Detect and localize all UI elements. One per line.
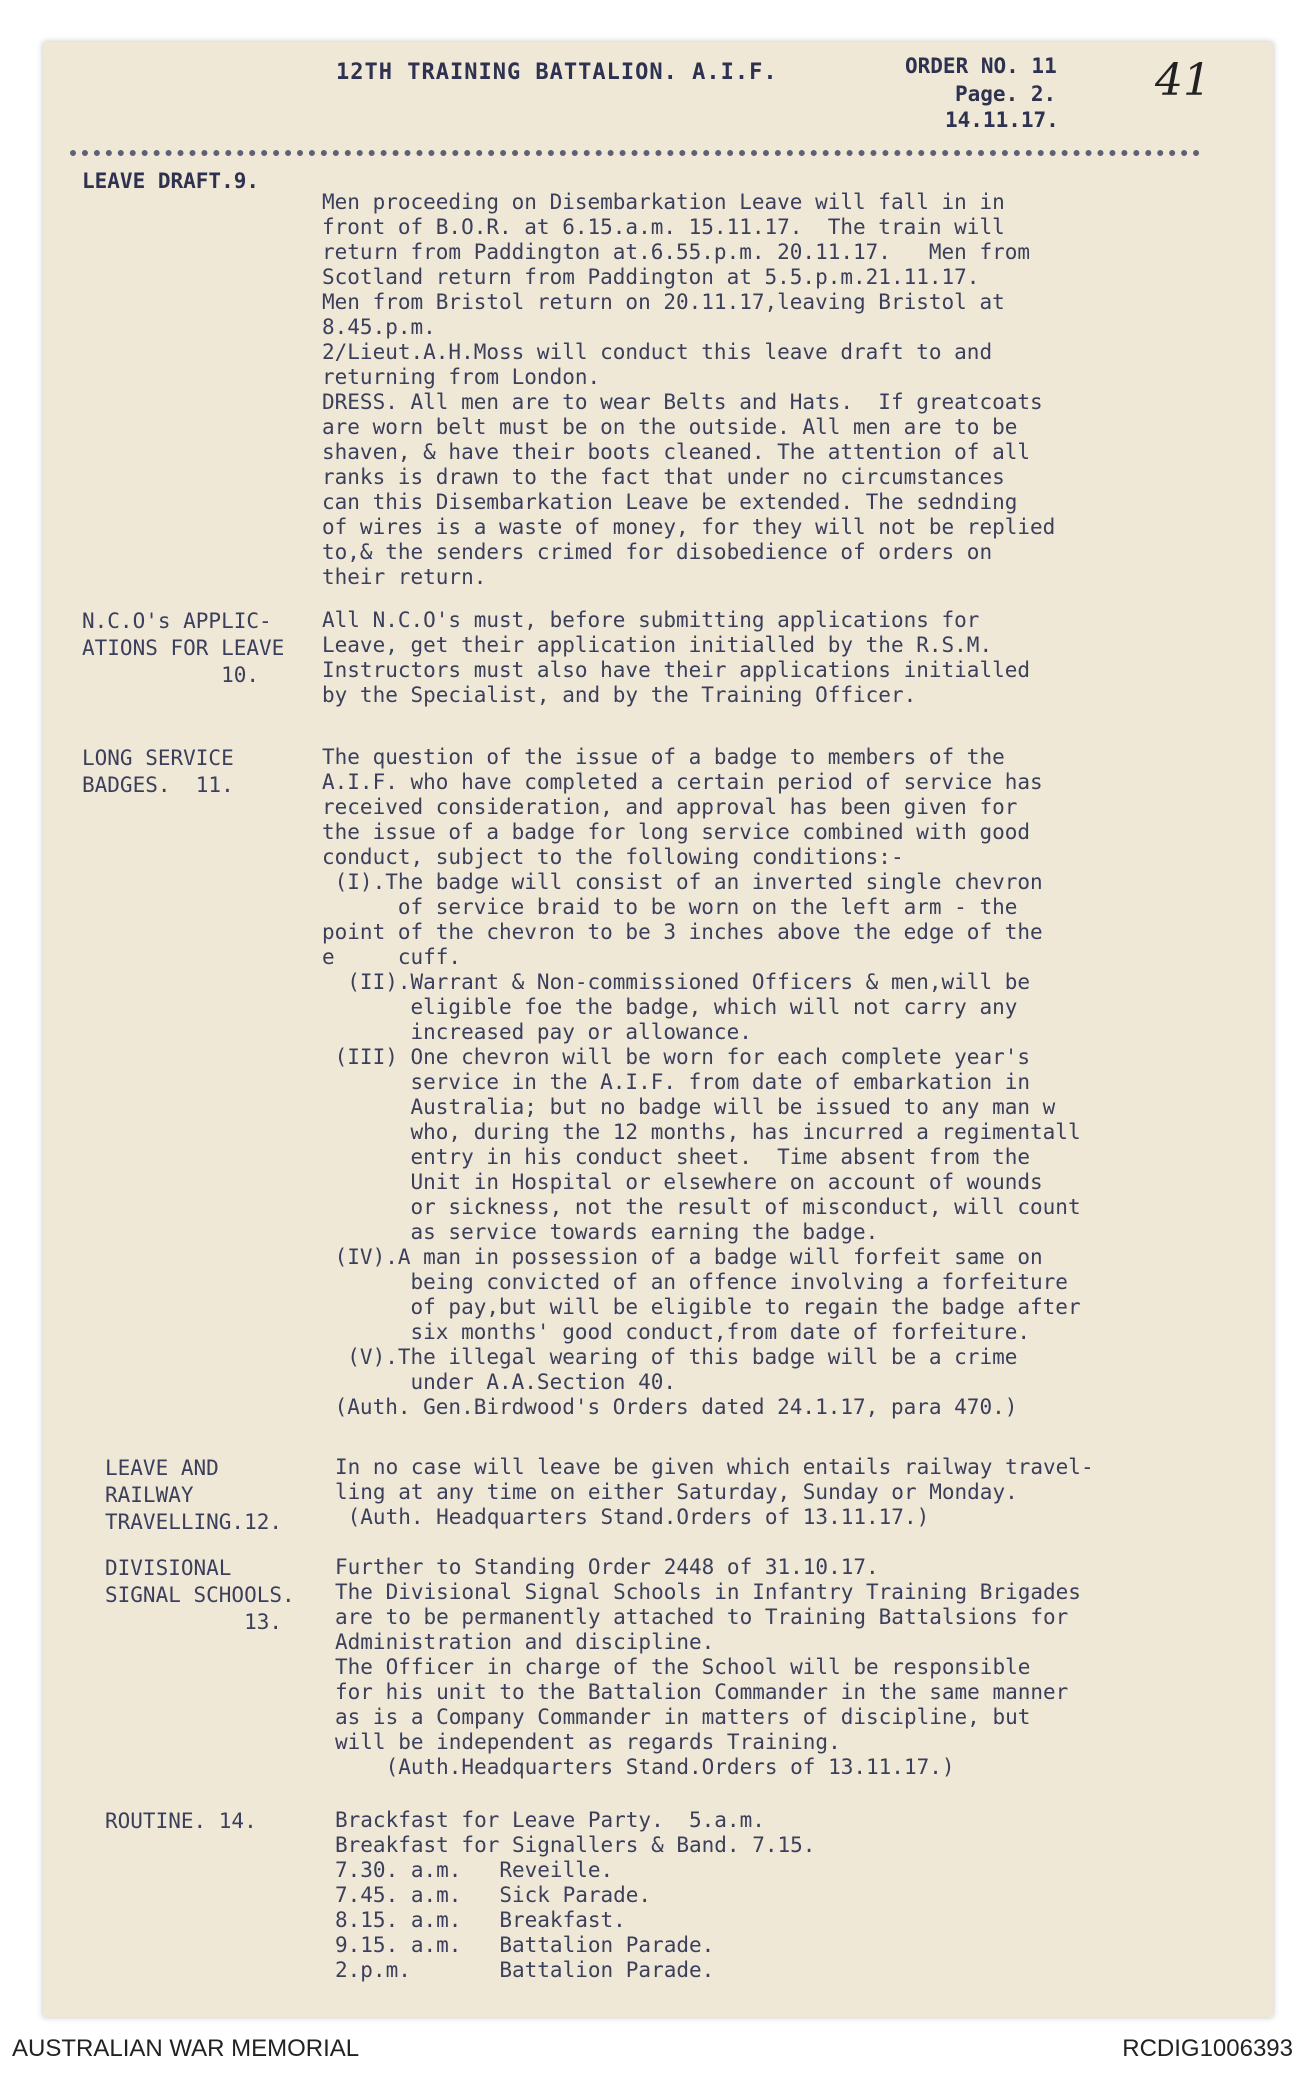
text-line: ATIONS FOR LEAVE (82, 636, 285, 660)
text-line: Breakfast for Signallers & Band. 7.15. (335, 1833, 816, 1857)
text-line: Scotland return from Paddington at 5.5.p.m.21.11.17. (322, 265, 980, 289)
section-body (322, 190, 1055, 590)
text-line: (IV).A man in possession of a badge will forfeit same on (322, 1245, 1043, 1269)
text-line: (V).The illegal wearing of this badge will be a crime (322, 1345, 1018, 1369)
handwritten-folio: 41 (1155, 55, 1211, 106)
text-line: received consideration, and approval has been given for (322, 795, 1018, 819)
order-date: 14.11.17. (945, 108, 1059, 132)
text-line: TRAVELLING.12. (105, 1510, 283, 1534)
text-line: return from Paddington at.6.55.p.m. 20.11.17. Men from (322, 240, 1031, 264)
text-line: N.C.O's APPLIC- (82, 609, 272, 633)
header-divider (70, 150, 1200, 156)
text-line: 8.45.p.m. (322, 315, 436, 339)
text-line: 8.15. a.m. Breakfast. (335, 1908, 626, 1932)
text-line: as is a Company Commander in matters of discipline, but (335, 1705, 1031, 1729)
text-line: The Divisional Signal Schools in Infantry Training Brigades (335, 1580, 1081, 1604)
text-line: conduct, subject to the following conditions:- (322, 845, 904, 869)
text-line: Brackfast for Leave Party. 5.a.m. (335, 1808, 765, 1832)
text-line: can this Disembarkation Leave be extended. The sednding (322, 490, 1018, 514)
text-line: 7.30. a.m. Reveille. (335, 1858, 614, 1882)
section-label (105, 1455, 282, 1536)
text-line: of service braid to be worn on the left arm - the (322, 895, 1018, 919)
text-line: DRESS. All men are to wear Belts and Hats. If greatcoats (322, 390, 1043, 414)
text-line: Australia; but no badge will be issued to any man w (322, 1095, 1056, 1119)
text-line: Further to Standing Order 2448 of 31.10.17. (335, 1555, 879, 1579)
text-line: 13. (105, 1610, 283, 1634)
text-line: All N.C.O's must, before submitting applications for (322, 608, 980, 632)
text-line: e cuff. (322, 945, 462, 969)
text-line: (Auth. Headquarters Stand.Orders of 13.11.17.) (335, 1505, 930, 1529)
text-line: Unit in Hospital or elsewhere on account of wounds (322, 1170, 1043, 1194)
section-body (335, 1555, 1081, 1780)
text-line: 2/Lieut.A.H.Moss will conduct this leave draft to and (322, 340, 993, 364)
text-line: eligible foe the badge, which will not carry any (322, 995, 1018, 1019)
text-line: who, during the 12 months, has incurred a regimentall (322, 1120, 1081, 1144)
text-line: LEAVE DRAFT.9. (82, 169, 260, 193)
text-line: BADGES. 11. (82, 773, 234, 797)
text-line: SIGNAL SCHOOLS. (105, 1583, 295, 1607)
battalion-title: 12TH TRAINING BATTALION. A.I.F. (336, 60, 778, 85)
text-line: 9.15. a.m. Battalion Parade. (335, 1933, 715, 1957)
section-body (322, 608, 1030, 708)
section-label (105, 1808, 257, 1835)
text-line: LEAVE AND (105, 1456, 219, 1480)
text-line: 7.45. a.m. Sick Parade. (335, 1883, 652, 1907)
text-line: will be independent as regards Training. (335, 1730, 841, 1754)
text-line: Leave, get their application initialled by the R.S.M. (322, 633, 993, 657)
text-line: (I).The badge will consist of an inverted single chevron (322, 870, 1043, 894)
text-line: (Auth. Gen.Birdwood's Orders dated 24.1.17, para 470.) (322, 1395, 1018, 1419)
text-line: service in the A.I.F. from date of embarkation in (322, 1070, 1031, 1094)
text-line: of pay,but will be eligible to regain the badge after (322, 1295, 1081, 1319)
text-line: ROUTINE. 14. (105, 1809, 257, 1833)
section-body (322, 745, 1081, 1420)
text-line: Men from Bristol return on 20.11.17,leaving Bristol at (322, 290, 1005, 314)
text-line: A.I.F. who have completed a certain period of service has (322, 770, 1043, 794)
text-line: as service towards earning the badge. (322, 1220, 879, 1244)
text-line: DIVISIONAL (105, 1556, 232, 1580)
text-line: shaven, & have their boots cleaned. The attention of all (322, 440, 1031, 464)
footer-credit: AUSTRALIAN WAR MEMORIAL (12, 2035, 360, 2062)
section-label (82, 608, 284, 689)
text-line: LONG SERVICE (82, 746, 234, 770)
text-line: Administration and discipline. (335, 1630, 715, 1654)
text-line: are to be permanently attached to Training Battalsions for (335, 1605, 1069, 1629)
text-line: their return. (322, 565, 487, 589)
text-line: six months' good conduct,from date of forfeiture. (322, 1320, 1031, 1344)
text-line: point of the chevron to be 3 inches above the edge of the (322, 920, 1043, 944)
text-line: (Auth.Headquarters Stand.Orders of 13.11.17.) (335, 1755, 955, 1779)
text-line: The Officer in charge of the School will be responsible (335, 1655, 1031, 1679)
footer-id: RCDIG1006393 (1122, 2035, 1293, 2062)
text-line: The question of the issue of a badge to members of the (322, 745, 1005, 769)
text-line: to,& the senders crimed for disobedience of orders on (322, 540, 993, 564)
text-line: being convicted of an offence involving a forfeiture (322, 1270, 1068, 1294)
text-line: entry in his conduct sheet. Time absent from the (322, 1145, 1031, 1169)
text-line: returning from London. (322, 365, 601, 389)
page-number: Page. 2. (955, 82, 1057, 106)
text-line: RAILWAY (105, 1483, 194, 1507)
text-line: for his unit to the Battalion Commander in the same manner (335, 1680, 1069, 1704)
text-line: under A.A.Section 40. (322, 1370, 677, 1394)
text-line: by the Specialist, and by the Training Officer. (322, 683, 917, 707)
text-line: are worn belt must be on the outside. All men are to be (322, 415, 1018, 439)
order-number: ORDER NO. 11 (905, 54, 1057, 78)
text-line: front of B.O.R. at 6.15.a.m. 15.11.17. The train will (322, 215, 1005, 239)
section-body (335, 1808, 815, 1983)
section-body (335, 1455, 1094, 1530)
section-label (82, 168, 259, 195)
text-line: or sickness, not the result of misconduct, will count (322, 1195, 1081, 1219)
text-line: Men proceeding on Disembarkation Leave will fall in in (322, 190, 1005, 214)
text-line: increased pay or allowance. (322, 1020, 752, 1044)
text-line: 10. (82, 663, 260, 687)
text-line: ranks is drawn to the fact that under no circumstances (322, 465, 1005, 489)
text-line: ling at any time on either Saturday, Sunday or Monday. (335, 1480, 1018, 1504)
text-line: the issue of a badge for long service combined with good (322, 820, 1031, 844)
text-line: In no case will leave be given which entails railway travel- (335, 1455, 1094, 1479)
text-line: 2.p.m. Battalion Parade. (335, 1958, 715, 1982)
text-line: Instructors must also have their applications initialled (322, 658, 1031, 682)
text-line: (III) One chevron will be worn for each complete year's (322, 1045, 1031, 1069)
section-label (105, 1555, 295, 1636)
text-line: (II).Warrant & Non-commissioned Officers & men,will be (322, 970, 1031, 994)
section-label (82, 745, 234, 799)
text-line: of wires is a waste of money, for they will not be replied (322, 515, 1056, 539)
